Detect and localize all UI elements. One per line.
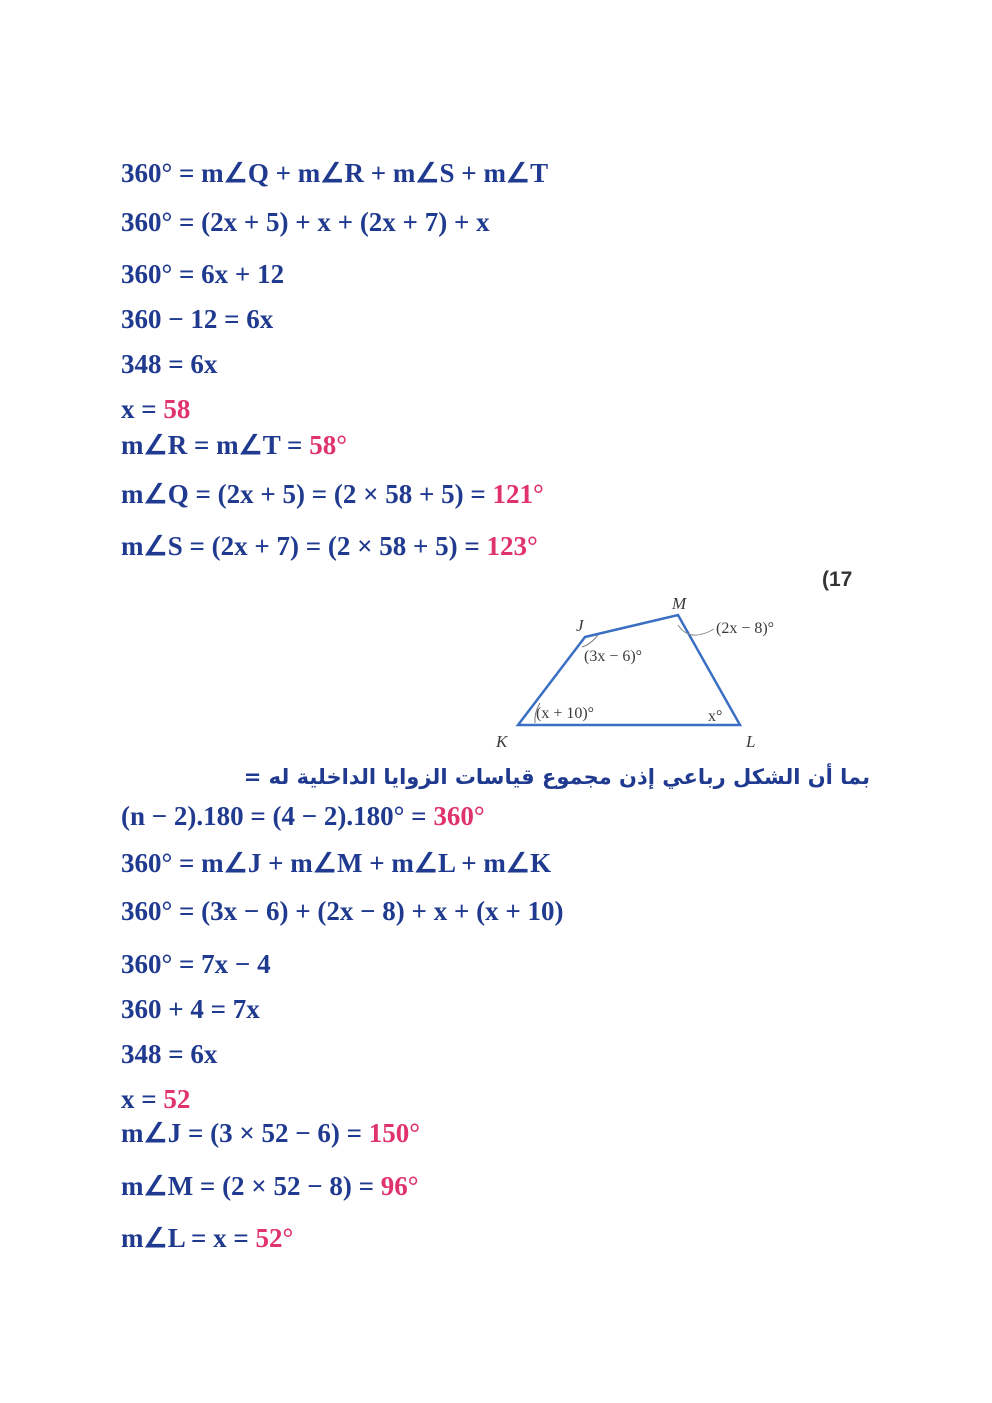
equation-line: m∠J = (3 × 52 − 6) = 150° <box>121 1118 421 1148</box>
equation-line: 360° = 7x − 4 <box>121 949 271 979</box>
answer-value: 58 <box>163 394 191 424</box>
equation-line: (n − 2).180 = (4 − 2).180° = 360° <box>121 801 485 831</box>
answer-value: 52° <box>255 1223 294 1253</box>
answer-value: 58° <box>309 430 347 460</box>
arabic-statement: بما أن الشكل رباعي إذن مجموع قياسات الزوايا الداخلية له = <box>243 765 870 789</box>
equation-line: x = 58 <box>121 394 191 424</box>
vertex-label-j: J <box>576 616 584 635</box>
equation-line: 348 = 6x <box>121 1039 218 1069</box>
angle-label-k: (x + 10)° <box>536 705 595 722</box>
vertex-label-k: K <box>496 732 508 751</box>
vertex-label-m: M <box>672 594 687 613</box>
equation-line: m∠M = (2 × 52 − 8) = 96° <box>121 1171 419 1201</box>
answer-value: 121° <box>492 479 544 509</box>
equation-line: m∠Q = (2x + 5) = (2 × 58 + 5) = 121° <box>121 479 544 509</box>
equation-line: x = 52 <box>121 1084 191 1114</box>
angle-label-m: (2x − 8)° <box>716 620 775 637</box>
question-number: (17 <box>822 568 853 591</box>
equation-line: 348 = 6x <box>121 349 218 379</box>
equation-line: 360° = (2x + 5) + x + (2x + 7) + x <box>121 207 490 237</box>
vertex-label-l: L <box>746 732 756 751</box>
answer-value: 360° <box>433 801 485 831</box>
equation-line: 360 − 12 = 6x <box>121 304 274 334</box>
answer-value: 150° <box>368 1118 421 1148</box>
answer-value: 96° <box>380 1171 419 1201</box>
equation-line: 360° = m∠Q + m∠R + m∠S + m∠T <box>121 158 549 188</box>
equation-line: m∠R = m∠T = 58° <box>121 430 347 460</box>
answer-value: 123° <box>486 531 538 561</box>
equation-line: 360° = (3x − 6) + (2x − 8) + x + (x + 10) <box>121 896 564 926</box>
answer-value: 52 <box>163 1084 191 1114</box>
equation-line: 360° = 6x + 12 <box>121 259 285 289</box>
equation-line: 360 + 4 = 7x <box>121 994 260 1024</box>
equation-line: m∠L = x = 52° <box>121 1223 294 1253</box>
angle-label-j: (3x − 6)° <box>584 648 643 665</box>
equation-line: m∠S = (2x + 7) = (2 × 58 + 5) = 123° <box>121 531 538 561</box>
quadrilateral-figure <box>490 585 810 755</box>
equation-line: 360° = m∠J + m∠M + m∠L + m∠K <box>121 848 552 878</box>
angle-label-l: x° <box>708 708 723 725</box>
